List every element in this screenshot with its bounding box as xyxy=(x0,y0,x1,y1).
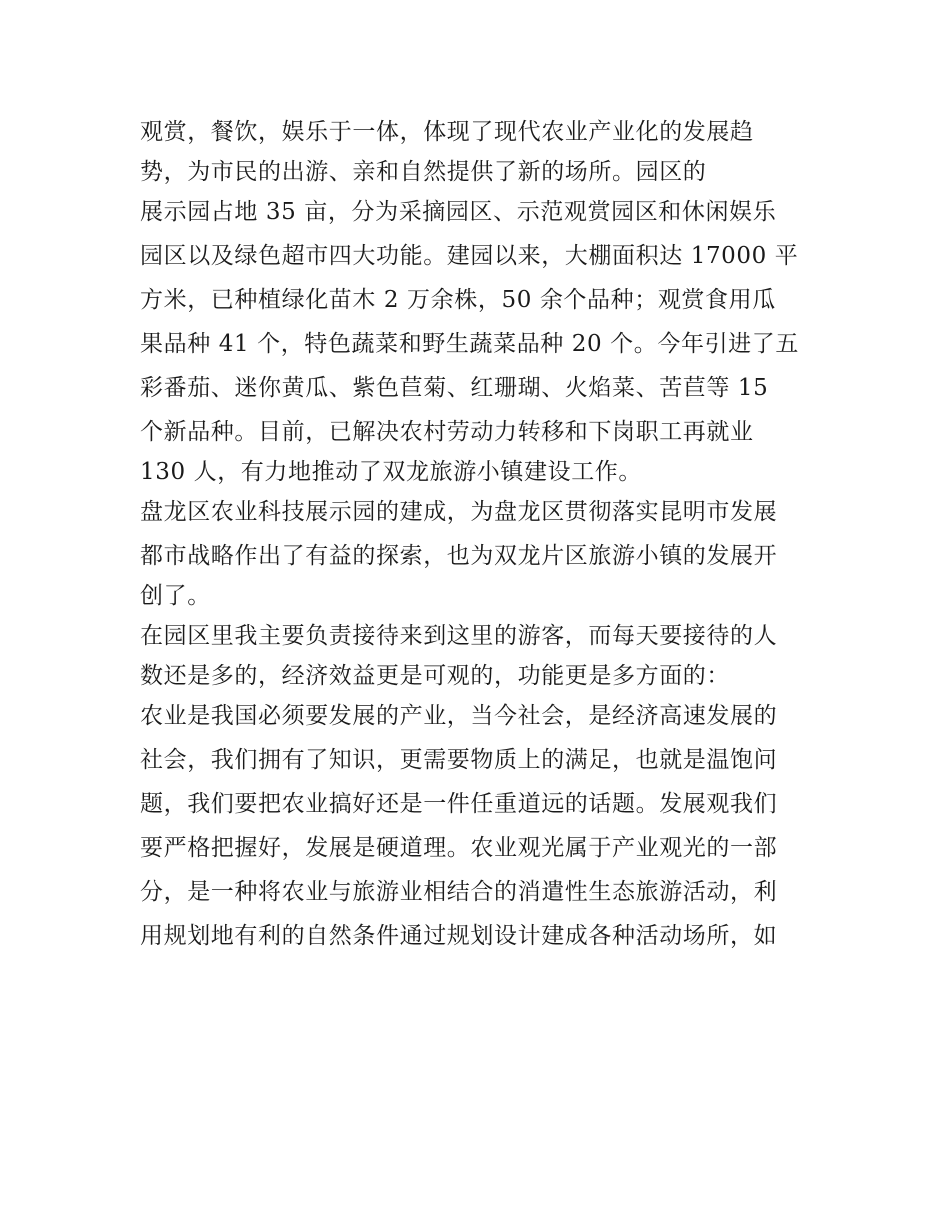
text-line: 要严格把握好，发展是硬道理。农业观光属于产业观光的一部 xyxy=(140,835,778,861)
text-line: 方米，已种植绿化苗木 2 万余株，50 余个品种；观赏食用瓜 xyxy=(140,287,776,313)
text-line: 都市战略作出了有益的探索，也为双龙片区旅游小镇的发展开 xyxy=(140,543,778,569)
text-line: 观赏，餐饮，娱乐于一体，体现了现代农业产业化的发展趋 xyxy=(140,119,754,145)
text-line: 农业是我国必须要发展的产业，当今社会，是经济高速发展的 xyxy=(140,703,778,729)
text-line: 题，我们要把农业搞好还是一件任重道远的话题。发展观我们 xyxy=(140,791,778,817)
document-body xyxy=(140,110,820,958)
text-line: 彩番茄、迷你黄瓜、紫色苣菊、红珊瑚、火焰菜、苦苣等 15 xyxy=(140,375,769,401)
text-line: 个新品种。目前，已解决农村劳动力转移和下岗职工再就业 xyxy=(140,419,754,445)
text-line: 创了。 xyxy=(140,583,211,609)
text-line: 盘龙区农业科技展示园的建成，为盘龙区贯彻落实昆明市发展 xyxy=(140,499,778,525)
text-line: 势，为市民的出游、亲和自然提供了新的场所。园区的 xyxy=(140,159,707,185)
text-line: 社会，我们拥有了知识，更需要物质上的满足，也就是温饱问 xyxy=(140,747,778,773)
text-line: 分，是一种将农业与旅游业相结合的消遣性生态旅游活动，利 xyxy=(140,879,778,905)
text-line: 在园区里我主要负责接待来到这里的游客，而每天要接待的人 xyxy=(140,623,778,649)
text-line: 130 人，有力地推动了双龙旅游小镇建设工作。 xyxy=(140,459,643,485)
text-line: 展示园占地 35 亩，分为采摘园区、示范观赏园区和休闲娱乐 xyxy=(140,199,777,225)
text-line: 数还是多的，经济效益更是可观的，功能更是多方面的： xyxy=(140,663,730,689)
text-line: 园区以及绿色超市四大功能。建园以来，大棚面积达 17000 平 xyxy=(140,243,799,269)
text-line: 用规划地有利的自然条件通过规划设计建成各种活动场所，如 xyxy=(140,923,778,949)
text-line: 果品种 41 个，特色蔬菜和野生蔬菜品种 20 个。今年引进了五 xyxy=(140,331,799,357)
